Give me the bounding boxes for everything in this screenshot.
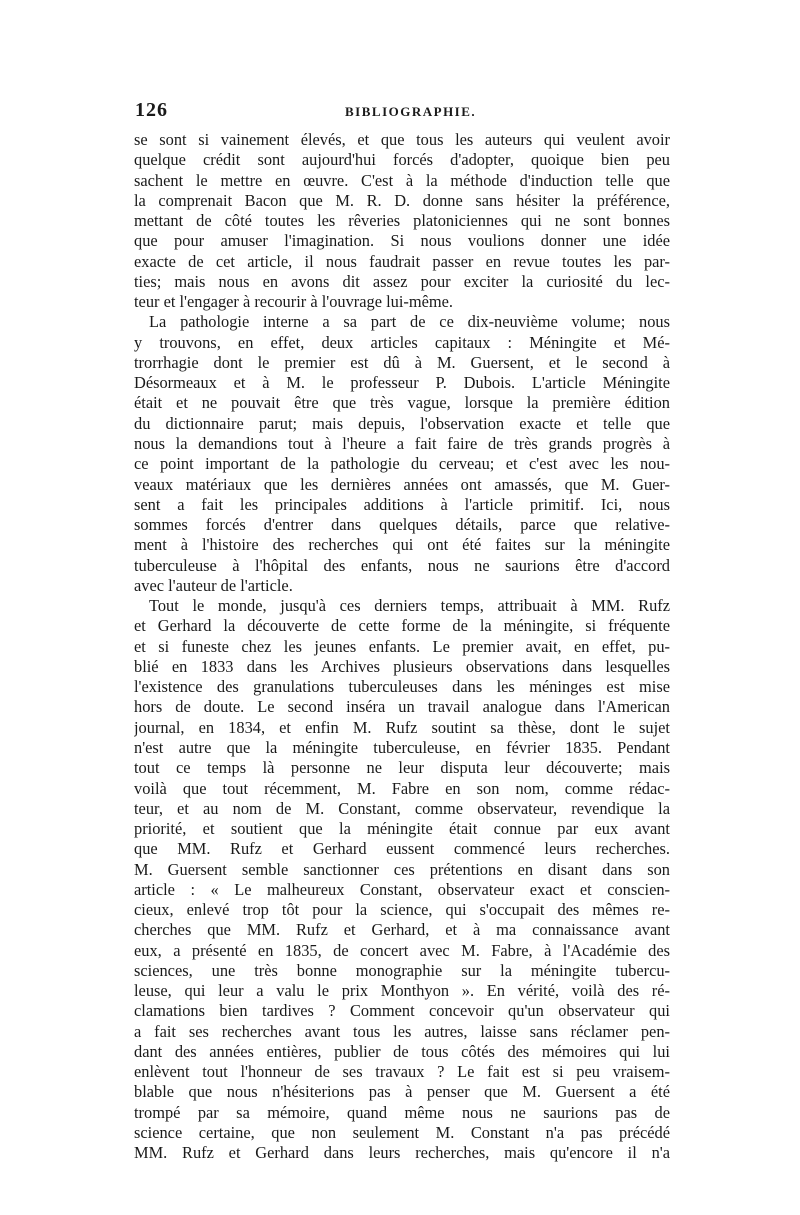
text-line: M. Guersent semble sanctionner ces prétentions en disant dans son (134, 859, 670, 879)
text-line: a fait ses recherches avant tous les autres, laisse sans réclamer pen- (134, 1021, 670, 1041)
text-line: sent a fait les principales additions à l'article primitif. Ici, nous (134, 494, 670, 514)
text-line: Désormeaux et à M. le professeur P. Dubois. L'article Méningite (134, 373, 670, 393)
text-line: y trouvons, en effet, deux articles capitaux : Méningite et Mé- (134, 332, 670, 352)
text-line: et si funeste chez les jeunes enfants. Le premier avait, en effet, pu- (134, 636, 670, 656)
text-line: journal, en 1834, et enfin M. Rufz soutint sa thèse, dont le sujet (134, 717, 670, 737)
text-line: cieux, enlevé trop tôt pour la science, qui s'occupait des mêmes re- (134, 900, 670, 920)
text-line: enlèvent tout l'honneur de ses travaux ? Le fait est si peu vraisem- (134, 1062, 670, 1082)
text-line: exacte de cet article, il nous faudrait passer en revue toutes les par- (134, 251, 670, 271)
page-number: 126 (135, 99, 168, 121)
text-line: se sont si vainement élevés, et que tous les auteurs qui veulent avoir (134, 130, 670, 149)
text-line: tuberculeuse à l'hôpital des enfants, nous ne saurions être d'accord (134, 555, 670, 575)
text-line: blable que nous n'hésiterions pas à penser que M. Guersent a été (134, 1082, 670, 1102)
text-line: avec l'auteur de l'article. (134, 575, 293, 595)
text-line: nous la demandions tout à l'heure a fait faire de très grands progrès à (134, 433, 670, 453)
text-line: voilà que tout récemment, M. Fabre en son nom, comme rédac- (134, 778, 670, 798)
text-line: MM. Rufz et Gerhard dans leurs recherches, mais qu'encore il n'a (134, 1143, 670, 1163)
text-line: sciences, une très bonne monographie sur la méningite tubercu- (134, 960, 670, 980)
text-line: cherches que MM. Rufz et Gerhard, et à ma connaissance avant (134, 920, 670, 940)
text-line: trorrhagie dont le premier est dû à M. Guersent, et le second à (134, 352, 670, 372)
text-line: était et ne pouvait être que très vague, lorsque la première édition (134, 393, 670, 413)
text-line: eux, a présenté en 1835, de concert avec M. Fabre, à l'Académie des (134, 940, 670, 960)
text-line: leuse, qui leur a valu le prix Monthyon ». En vérité, voilà des ré- (134, 981, 670, 1001)
text-line: blié en 1833 dans les Archives plusieurs observations dans lesquelles (134, 656, 670, 676)
text-line: ties; mais nous en avons dit assez pour exciter la curiosité du lec- (134, 271, 670, 291)
page-header (135, 99, 670, 123)
body-text (134, 130, 670, 1164)
text-line: dant des années entières, publier de tous côtés des mémoires qui lui (134, 1041, 670, 1061)
text-line: sommes forcés d'entrer dans quelques détails, parce que relative- (134, 515, 670, 535)
text-line: sachent le mettre en œuvre. C'est à la méthode d'induction telle que (134, 170, 670, 190)
text-line: que pour amuser l'imagination. Si nous voulions donner une idée (134, 231, 670, 251)
running-title: BIBLIOGRAPHIE. (345, 104, 477, 119)
text-line: ment à l'histoire des recherches qui ont été faites sur la méningite (134, 535, 670, 555)
text-line: tout ce temps là personne ne leur disputa leur découverte; mais (134, 758, 670, 778)
text-line: priorité, et soutient que la méningite était connue par eux avant (134, 819, 670, 839)
text-line: clamations bien tardives ? Comment concevoir qu'un observateur qui (134, 1001, 670, 1021)
text-line: La pathologie interne a sa part de ce dix-neuvième volume; nous (149, 312, 670, 332)
text-line: quelque crédit sont aujourd'hui forcés d'adopter, quoique bien peu (134, 150, 670, 170)
text-line: Tout le monde, jusqu'à ces derniers temps, attribuait à MM. Rufz (149, 596, 670, 616)
text-line: teur et l'engager à recourir à l'ouvrage lui-même. (134, 292, 453, 312)
text-line: teur, et au nom de M. Constant, comme observateur, revendique la (134, 798, 670, 818)
text-line: hors de doute. Le second inséra un travail analogue dans l'American (134, 697, 670, 717)
text-line: du dictionnaire parut; mais depuis, l'observation exacte et telle que (134, 413, 670, 433)
text-line: n'est autre que la méningite tuberculeuse, en février 1835. Pendant (134, 737, 670, 757)
text-line: mettant de côté toutes les rêveries platoniciennes qui ne sont bonnes (134, 211, 670, 231)
text-line: veaux matériaux que les dernières années ont amassés, que M. Guer- (134, 474, 670, 494)
text-line: l'existence des granulations tuberculeuses dans les méninges est mise (134, 677, 670, 697)
text-line: et Gerhard la découverte de cette forme de la méningite, si fréquente (134, 616, 670, 636)
text-line: que MM. Rufz et Gerhard eussent commencé leurs recherches. (134, 839, 670, 859)
text-line: trompé par sa mémoire, quand même nous ne saurions pas de (134, 1102, 670, 1122)
text-line: article : « Le malheureux Constant, observateur exact et conscien- (134, 879, 670, 899)
text-line: science certaine, que non seulement M. Constant n'a pas précédé (134, 1123, 670, 1143)
text-line: la comprenait Bacon que M. R. D. donne sans hésiter la préférence, (134, 190, 670, 210)
text-line: ce point important de la pathologie du cerveau; et c'est avec les nou- (134, 454, 670, 474)
